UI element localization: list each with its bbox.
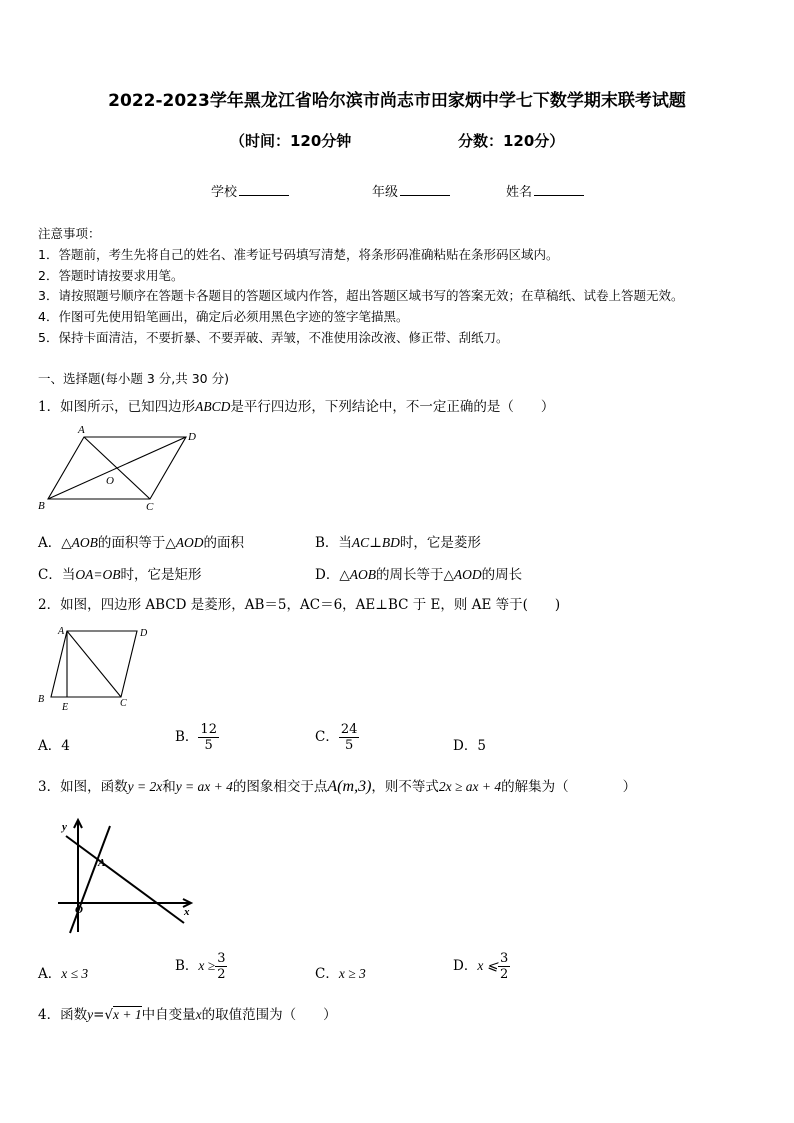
q3-option-a[interactable]: A．x ≤ 3 bbox=[38, 966, 89, 982]
label-a: A bbox=[98, 857, 106, 869]
label-o: O bbox=[75, 904, 83, 916]
note-item: 5．保持卡面清洁，不要折暴、不要弄破、弄皱，不准使用涂改液、修正带、刮纸刀。 bbox=[38, 330, 509, 345]
line-y-2x bbox=[70, 826, 110, 933]
grade-label: 年级 bbox=[372, 185, 399, 200]
label-o: O bbox=[106, 475, 114, 487]
q1-option-b[interactable]: B．当AC⊥BD时，它是菱形 bbox=[315, 535, 481, 551]
q2-option-a[interactable]: A．4 bbox=[38, 738, 70, 754]
question-3-stem: 3．如图，函数y = 2x和y = ax + 4的图象相交于点A(m,3)，则不等式2x ≥ ax + 4的解集为（ ） bbox=[38, 778, 637, 795]
school-blank[interactable] bbox=[239, 183, 289, 196]
q1-option-a[interactable]: A．△AOB的面积等于△AOD的面积 bbox=[38, 535, 245, 551]
school-label: 学校 bbox=[211, 185, 238, 200]
q2-option-c[interactable]: C． $\frac{24}{5}$ bbox=[315, 722, 358, 753]
question-1-stem bbox=[38, 395, 554, 415]
q2-rhombus-figure bbox=[34, 622, 164, 714]
line-y-ax-plus-4 bbox=[66, 836, 184, 923]
q2-option-b[interactable]: B． $\frac{12}{5}$ bbox=[175, 722, 217, 753]
label-x: x bbox=[184, 906, 190, 918]
exam-score: 分数：120分） bbox=[458, 132, 565, 150]
section-heading: 一、选择题(每小题 3 分,共 30 分) bbox=[38, 371, 229, 386]
exam-time: （时间：120分钟 bbox=[230, 132, 352, 150]
diagonal-ac bbox=[67, 631, 121, 697]
label-c: C bbox=[120, 698, 127, 709]
question-2-stem: 2．如图，四边形 ABCD 是菱形，AB＝5，AC＝6，AE⊥BC 于 E，则 AE 等于( ) bbox=[38, 597, 561, 613]
q1-option-c[interactable]: C．当OA=OB时，它是矩形 bbox=[38, 567, 202, 583]
label-b: B bbox=[38, 500, 45, 512]
name-label: 姓名 bbox=[506, 185, 533, 200]
q1-stem-text: 1．如图所示，已知四边形 bbox=[38, 399, 196, 415]
q1-parallelogram-figure bbox=[34, 422, 209, 514]
label-d: D bbox=[140, 628, 148, 639]
grade-blank[interactable] bbox=[400, 183, 450, 196]
label-y: y bbox=[62, 821, 67, 833]
q2-option-d[interactable]: D．5 bbox=[453, 738, 486, 754]
q3-option-d[interactable]: D．x ⩽ $\frac{3}{2}$ bbox=[453, 951, 509, 982]
q1-stem-var: ABCD bbox=[195, 399, 231, 414]
note-item: 3．请按照题号顺序在答题卡各题目的答题区域内作答，超出答题区域书写的答案无效；在草稿纸、试卷上答题无效。 bbox=[38, 288, 684, 303]
label-c: C bbox=[146, 501, 154, 513]
question-4-stem: 4．函数y=√x + 1中自变量x的取值范围为（ ） bbox=[38, 1007, 337, 1023]
school-field bbox=[211, 181, 289, 200]
name-field bbox=[506, 181, 584, 200]
label-b: B bbox=[38, 694, 45, 705]
q3-graph-figure bbox=[50, 814, 200, 939]
note-item: 4．作图可先使用铅笔画出，确定后必须用黑色字迹的签字笔描黑。 bbox=[38, 309, 409, 324]
label-a: A bbox=[58, 626, 65, 637]
note-item: 2．答题时请按要求用笔。 bbox=[38, 268, 184, 283]
q3-option-c[interactable]: C．x ≥ 3 bbox=[315, 966, 366, 982]
notes-heading: 注意事项： bbox=[38, 226, 101, 241]
q1-option-d[interactable]: D．△AOB的周长等于△AOD的周长 bbox=[315, 567, 523, 583]
q3-option-b[interactable]: B．x ≥ $\frac{3}{2}$ bbox=[175, 951, 226, 982]
note-item: 1．答题前，考生先将自己的姓名、准考证号码填写清楚，将条形码准确粘贴在条形码区域内。 bbox=[38, 247, 559, 262]
name-blank[interactable] bbox=[534, 183, 584, 196]
sqrt-symbol: √ bbox=[104, 1007, 114, 1023]
label-d: D bbox=[188, 431, 196, 443]
exam-title: 2022-2023学年黑龙江省哈尔滨市尚志市田家炳中学七下数学期末联考试题 bbox=[108, 91, 686, 111]
label-a: A bbox=[78, 424, 85, 436]
grade-field bbox=[372, 181, 450, 200]
label-e: E bbox=[62, 702, 69, 713]
q1-stem-text: 是平行四边形，下列结论中，不一定正确的是（ ） bbox=[230, 399, 555, 415]
diagonal-bd bbox=[48, 437, 186, 499]
